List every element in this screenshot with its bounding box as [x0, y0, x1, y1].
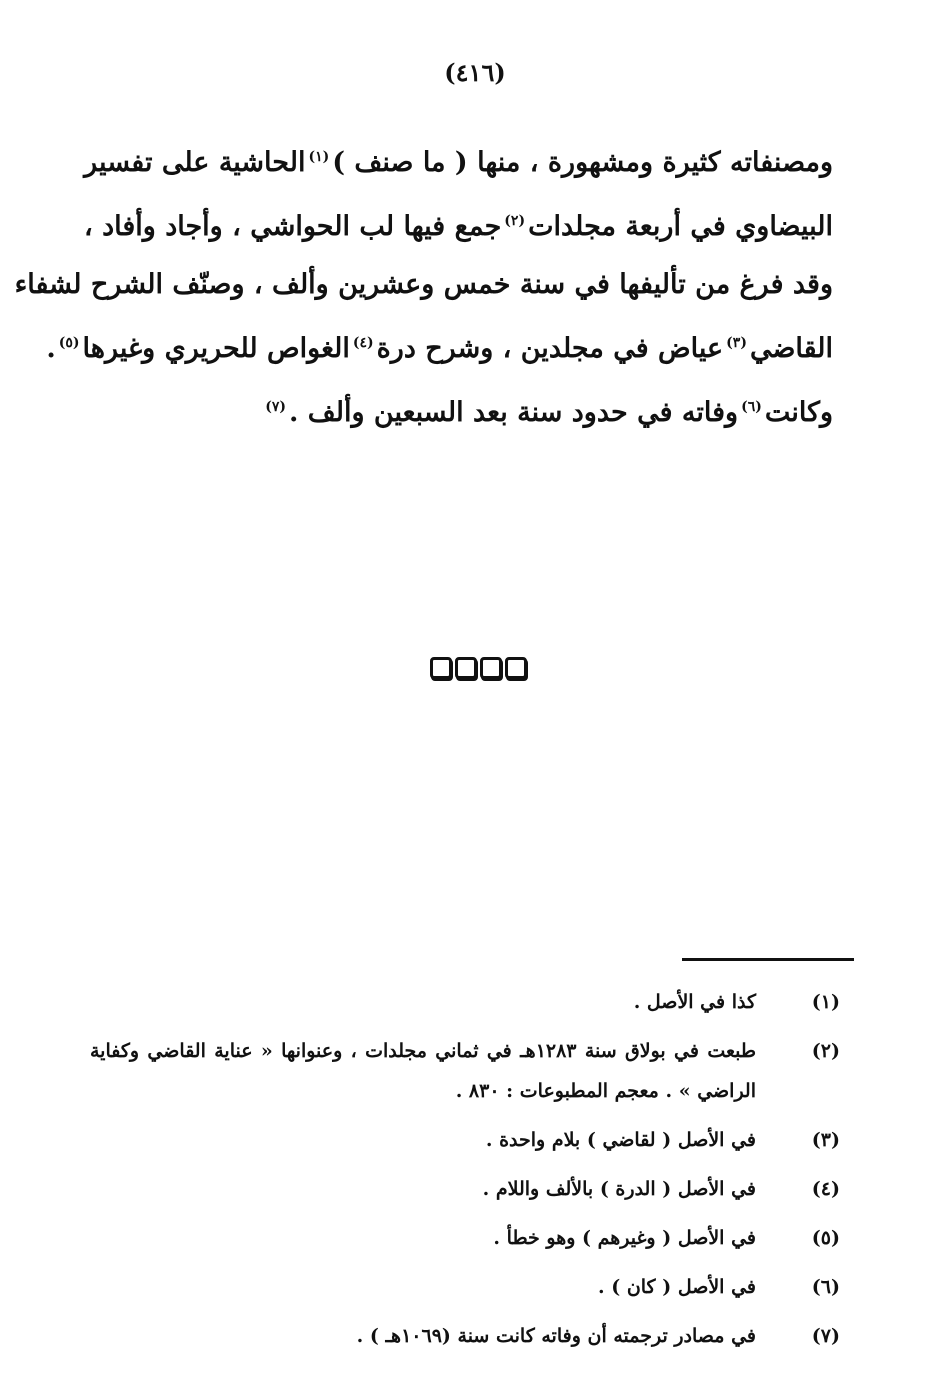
section-ornament: [430, 657, 527, 679]
footnote-ref-2[interactable]: (٢): [504, 213, 526, 229]
footnote-text: في الأصل ( الدرة ) بالألف واللام .: [482, 1178, 756, 1200]
ornament-box: [455, 657, 477, 679]
text-line-1: ومصنفاته كثيرة ومشهورة ، منها ( ما صنف )$^{(١)}$الحاشية على تفسير: [84, 147, 833, 178]
footnote-ref-6[interactable]: (٦): [741, 399, 762, 415]
footnote-number: (١): [811, 991, 840, 1013]
footnote-text: في الأصل ( كان ) .: [597, 1276, 756, 1298]
main-text: [14, 128, 833, 442]
footnote-text: في الأصل ( وغيرهم ) وهو خطأ .: [493, 1227, 756, 1249]
footnote-ref-3[interactable]: (٣): [726, 335, 747, 351]
footnote-text: طبعت في بولاق سنة ١٢٨٣هـ في ثماني مجلدات ، وعنوانها « عناية القاضي وكفاية الراضي » . معجم المطبوعات : ٨٣٠ .: [90, 1040, 756, 1102]
footnote-number: (٥): [811, 1227, 840, 1249]
footnote-separator: [682, 958, 854, 961]
ornament-box: [430, 657, 452, 679]
text-line-3: وقد فرغ من تأليفها في سنة خمس وعشرين وألف ، وصنّف الشرح لشفاء: [14, 269, 833, 300]
footnote-ref-4[interactable]: (٤): [352, 335, 374, 351]
page-number: (٤١٦): [444, 58, 506, 87]
footnote-number: (٧): [811, 1325, 840, 1347]
ornament-box: [505, 657, 527, 679]
footnote-item: [90, 982, 840, 1022]
footnote-ref-1[interactable]: (١): [308, 149, 330, 165]
footnote-item: [90, 1218, 840, 1258]
footnote-number: (٦): [811, 1276, 840, 1298]
footnotes: [90, 982, 840, 1365]
footnote-text: كذا في الأصل .: [633, 991, 756, 1013]
footnote-item: [90, 1031, 840, 1111]
footnote-item: [90, 1316, 840, 1356]
footnote-text: في الأصل ( لقاضي ) بلام واحدة .: [485, 1129, 756, 1151]
footnote-item: [90, 1267, 840, 1307]
footnote-ref-7[interactable]: (٧): [265, 399, 286, 415]
text-line-4: القاضي$^{(٣)}$عياض في مجلدين ، وشرح درة$^{(٤)}$الغواص للحريري وغيرها$^{(٥)}$.: [46, 333, 833, 364]
text-line-5: وكانت$^{(٦)}$وفاته في حدود سنة بعد السبعين وألف .$^{(٧)}$: [265, 397, 833, 428]
footnote-ref-5[interactable]: (٥): [58, 335, 80, 351]
footnote-number: (٤): [811, 1178, 840, 1200]
footnote-text: في مصادر ترجمته أن وفاته كانت سنة (١٠٦٩هـ ) .: [356, 1325, 756, 1347]
footnote-number: (٣): [811, 1129, 840, 1151]
ornament-box: [480, 657, 502, 679]
footnote-item: [90, 1169, 840, 1209]
footnote-item: [90, 1120, 840, 1160]
text-line-2: البيضاوي في أربعة مجلدات$^{(٢)}$جمع فيها لب الحواشي ، وأجاد وأفاد ،: [84, 211, 833, 242]
footnote-number: (٢): [811, 1040, 840, 1062]
